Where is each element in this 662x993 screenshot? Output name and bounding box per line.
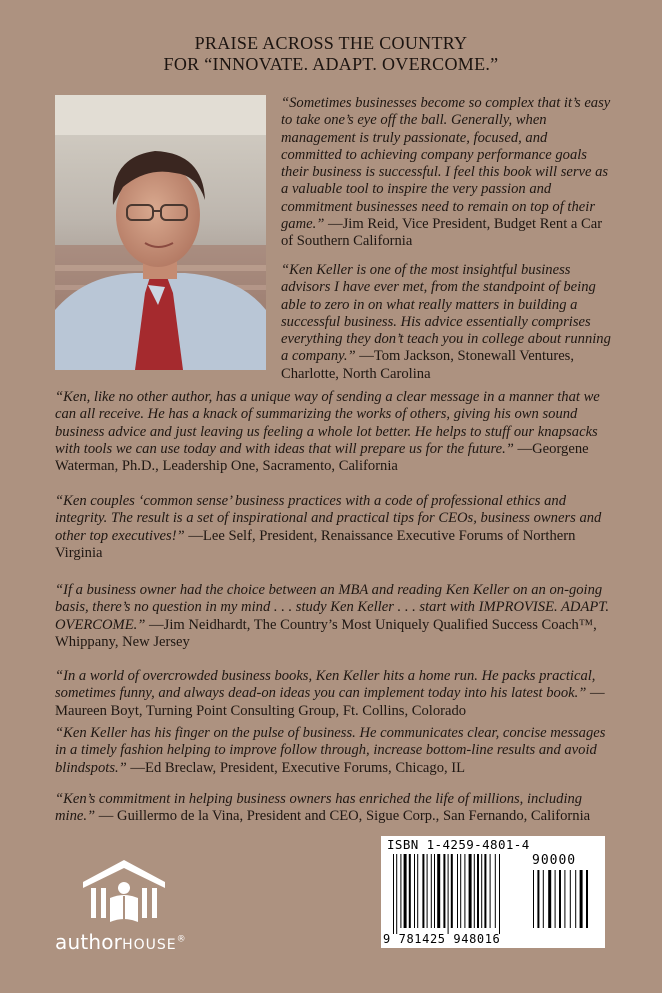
ean-digits: 9 781425 948016 [383,932,501,946]
testimonial-attribution: —Maureen Boyt, Turning Point Consulting Group, Ft. Collins, Colorado [55,685,605,719]
testimonial-georgene-waterman [55,389,615,475]
title-line-1: PRAISE ACROSS THE COUNTRY [194,33,468,53]
testimonial-attribution: — Guillermo de la Vina, President and CEO, Sigue Corp., San Fernando, California [95,808,591,825]
testimonial-quote: “Ken’s commitment in helping business owners has enriched the life of millions, including mine.” [55,791,583,825]
publisher-name-lower: author [55,930,123,954]
isbn-label: ISBN 1-4259-4801-4 [387,837,530,852]
testimonial-lee-self [55,493,615,562]
testimonial-attribution: —Jim Neidhardt, The Country’s Most Uniquely Qualified Success Coach™, Whippany, New Jersey [55,616,597,650]
testimonial-quote: “Sometimes businesses become so complex that it’s easy to take one’s eye off the ball. Generally, when management is truly passionate, focused, and committed to achieving company performance goals their business is successful. I feel this book will serve as a valuable tool to inspire the very passion and commitment businesses need to remain on top of their game.” [281,95,611,233]
testimonial-ed-breclaw [55,725,615,777]
testimonial-quote: “Ken Keller is one of the most insightful business advisors I have ever met, from the standpoint of being able to zero in on what really matters in building a successful business. His advice essentially comprises everything they don’t teach you in college about running a company.” [281,262,611,365]
testimonial-quote: “Ken, like no other author, has a unique way of sending a clear message in a manner that we can all receive. He has a knack of summarizing the works of others, giving his own sound business advice and just leaving us feeling a whole lot better. He helps to stuff our knapsacks with tools we can use today and with ideas that will prepare us for the future.” [55,389,600,457]
publisher-wordmark [55,930,186,954]
testimonial-quote: “In a world of overcrowded business books, Ken Keller hits a home run. He packs practical, sometimes funny, and always dead-on ideas you can implement today into his latest book.” [55,668,596,702]
testimonial-quote: “Ken couples ‘common sense’ business practices with a code of professional ethics and integrity. The result is a set of inspirational and practical tips for CEOs, business owners and other top executives!” [55,493,602,544]
isbn-barcode [381,836,605,948]
cover-title [0,33,662,75]
testimonial-tom-jackson [281,262,611,383]
testimonial-guillermo-de-la-vina [55,791,615,826]
testimonial-quote: “Ken Keller has his finger on the pulse of business. He communicates clear, concise messages in a timely fashion helping to improve follow through, increase bottom-line results and avoid blindspots.” [55,725,606,776]
testimonial-jim-neidhardt [55,582,615,651]
author-portrait-image [55,95,266,370]
publisher-name-upper: HOUSE [122,937,177,953]
testimonial-maureen-boyt [55,668,615,720]
registered-mark: ® [176,934,186,945]
authorhouse-house-book-icon [79,858,169,926]
price-code: 90000 [532,853,577,868]
testimonial-quote: “If a business owner had the choice between an MBA and reading Ken Keller on an on-going basis, there’s no question in my mind . . . study Ken Keller . . . start with IMPROVISE. ADAPT. OVERCOME.” [55,582,609,633]
title-line-2: FOR “INNOVATE. ADAPT. OVERCOME.” [163,54,499,74]
testimonial-attribution: —Lee Self, President, Renaissance Executive Forums of Northern Virginia [55,527,576,561]
testimonial-attribution: —Jim Reid, Vice President, Budget Rent a Car of Southern California [281,216,603,250]
testimonial-attribution: —Georgene Waterman, Ph.D., Leadership One, Sacramento, California [55,440,589,475]
testimonial-attribution: —Tom Jackson, Stonewall Ventures, Charlotte, North Carolina [281,348,574,382]
author-photo [55,95,266,370]
testimonial-jim-reid [281,95,611,251]
testimonial-attribution: —Ed Breclaw, President, Executive Forums, Chicago, IL [126,759,466,776]
